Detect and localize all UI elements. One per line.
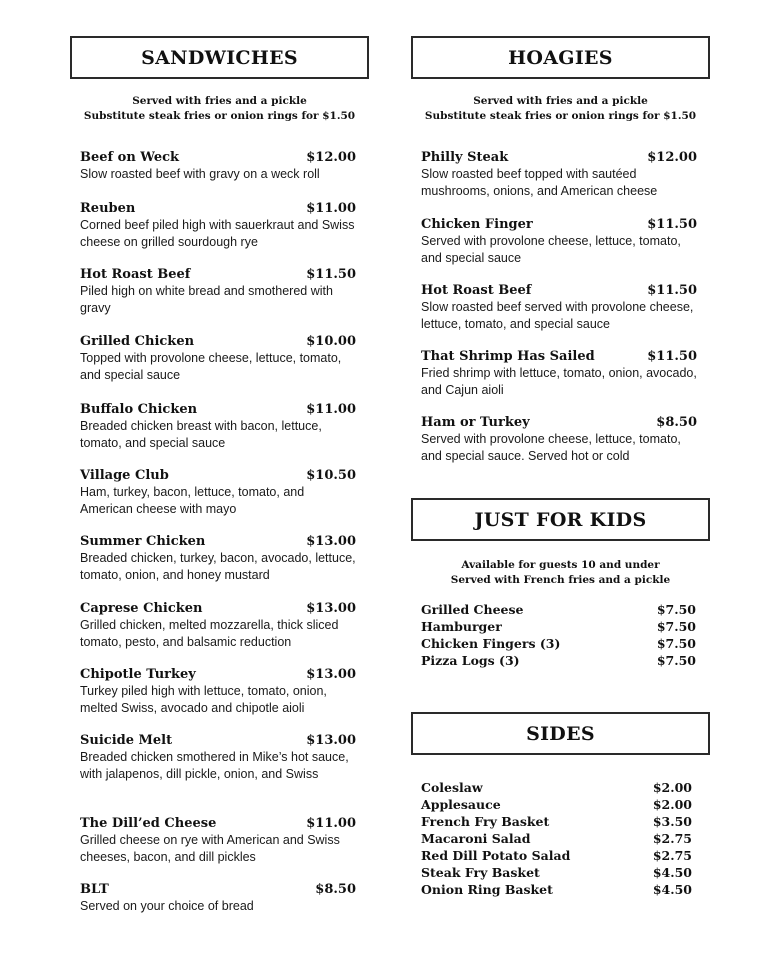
menu-item xyxy=(80,333,356,384)
kids-title: JUST FOR KIDS xyxy=(474,508,647,531)
item-description: Slow roasted beef with gravy on a weck roll xyxy=(80,167,320,181)
item-price: $13.00 xyxy=(306,534,356,549)
item-price: $2.00 xyxy=(652,780,692,795)
item-name: Macaroni Salad xyxy=(421,831,531,846)
list-item xyxy=(421,796,692,813)
item-name: Chicken Fingers (3) xyxy=(421,636,561,651)
item-name: Chicken Finger xyxy=(421,217,533,232)
item-name: Hot Roast Beef xyxy=(80,267,191,282)
menu-item xyxy=(80,200,356,251)
item-description: Turkey piled high with lettuce, tomato, onion, melted Swiss, avocado and chipotle aioli xyxy=(80,684,327,715)
menu-item xyxy=(80,815,356,866)
list-item xyxy=(421,618,696,635)
item-price: $2.75 xyxy=(652,848,692,863)
menu-item xyxy=(80,533,356,584)
menu-item xyxy=(80,149,356,183)
item-name: Caprese Chicken xyxy=(80,601,203,616)
item-name: That Shrimp Has Sailed xyxy=(421,349,595,364)
item-name: Chipotle Turkey xyxy=(80,667,196,682)
item-name: Summer Chicken xyxy=(80,534,206,549)
item-description: Breaded chicken breast with bacon, lettuce, tomato, and special sauce xyxy=(80,419,322,450)
item-name: Red Dill Potato Salad xyxy=(421,848,571,863)
list-item xyxy=(421,652,696,669)
item-price: $4.50 xyxy=(652,882,692,897)
sandwiches-header xyxy=(70,36,369,79)
item-price: $4.50 xyxy=(652,865,692,880)
item-price: $13.00 xyxy=(306,733,356,748)
list-item xyxy=(421,635,696,652)
menu-item xyxy=(80,401,356,452)
item-description: Served with provolone cheese, lettuce, tomato, and special sauce xyxy=(421,234,681,265)
item-price: $12.00 xyxy=(306,150,356,165)
item-name: Hamburger xyxy=(421,619,502,634)
item-description: Served with provolone cheese, lettuce, tomato, and special sauce. Served hot or cold xyxy=(421,432,681,463)
item-price: $13.00 xyxy=(306,667,356,682)
menu-item xyxy=(421,216,697,267)
item-description: Grilled chicken, melted mozzarella, thick sliced tomato, pesto, and balsamic reduction xyxy=(80,618,339,649)
item-name: BLT xyxy=(80,882,109,897)
item-name: The Dill’ed Cheese xyxy=(80,816,217,831)
sandwiches-note-line2: Substitute steak fries or onion rings for $1.50 xyxy=(83,110,356,122)
item-price: $10.00 xyxy=(306,334,356,349)
item-description: Served on your choice of bread xyxy=(80,899,254,913)
menu-item xyxy=(421,149,697,200)
item-price: $3.50 xyxy=(652,814,692,829)
item-price: $11.00 xyxy=(306,402,356,417)
item-name: Suicide Melt xyxy=(80,733,173,748)
list-item xyxy=(421,881,692,898)
item-description: Grilled cheese on rye with American and Swiss cheeses, bacon, and dill pickles xyxy=(80,833,340,864)
menu-item xyxy=(421,414,697,465)
item-name: Onion Ring Basket xyxy=(421,882,553,897)
item-price: $8.50 xyxy=(315,882,356,897)
kids-note-line1: Available for guests 10 and under xyxy=(461,559,660,571)
kids-list xyxy=(421,601,696,669)
item-name: Applesauce xyxy=(421,797,501,812)
menu-item xyxy=(80,666,356,717)
list-item xyxy=(421,601,696,618)
sandwiches-note-line1: Served with fries and a pickle xyxy=(132,95,307,107)
item-price: $11.50 xyxy=(647,217,697,232)
item-price: $7.50 xyxy=(656,653,696,668)
hoagies-note-line1: Served with fries and a pickle xyxy=(473,95,648,107)
hoagies-note xyxy=(411,94,710,124)
item-price: $7.50 xyxy=(656,636,696,651)
item-price: $11.00 xyxy=(306,201,356,216)
hoagies-note-line2: Substitute steak fries or onion rings for $1.50 xyxy=(424,110,697,122)
item-name: French Fry Basket xyxy=(421,814,550,829)
item-name: Beef on Weck xyxy=(80,150,180,165)
item-price: $2.00 xyxy=(652,797,692,812)
item-description: Slow roasted beef topped with sautéed mushrooms, onions, and American cheese xyxy=(421,167,658,198)
item-price: $11.50 xyxy=(306,267,356,282)
item-name: Grilled Cheese xyxy=(421,602,524,617)
item-name: Coleslaw xyxy=(421,780,483,795)
menu-item xyxy=(421,282,697,333)
item-description: Breaded chicken, turkey, bacon, avocado, lettuce, tomato, onion, and honey mustard xyxy=(80,551,356,582)
sides-header xyxy=(411,712,710,755)
item-price: $7.50 xyxy=(656,619,696,634)
list-item xyxy=(421,864,692,881)
item-price: $13.00 xyxy=(306,601,356,616)
sides-title: SIDES xyxy=(526,722,595,745)
menu-item xyxy=(80,600,356,651)
item-description: Corned beef piled high with sauerkraut and Swiss cheese on grilled sourdough rye xyxy=(80,218,355,249)
item-description: Fried shrimp with lettuce, tomato, onion, avocado, and Cajun aioli xyxy=(421,366,697,397)
menu-item xyxy=(80,732,356,783)
item-name: Reuben xyxy=(80,201,136,216)
item-price: $7.50 xyxy=(656,602,696,617)
list-item xyxy=(421,779,692,796)
kids-note xyxy=(411,558,710,588)
menu-item xyxy=(80,266,356,317)
item-name: Village Club xyxy=(80,468,169,483)
item-price: $11.00 xyxy=(306,816,356,831)
item-description: Piled high on white bread and smothered with gravy xyxy=(80,284,333,315)
item-description: Slow roasted beef served with provolone cheese, lettuce, tomato, and special sauce xyxy=(421,300,694,331)
sandwiches-title: SANDWICHES xyxy=(141,46,298,69)
item-name: Pizza Logs (3) xyxy=(421,653,520,668)
item-price: $11.50 xyxy=(647,349,697,364)
item-price: $11.50 xyxy=(647,283,697,298)
menu-item xyxy=(80,467,356,518)
sides-list xyxy=(421,779,692,898)
hoagies-title: HOAGIES xyxy=(508,46,613,69)
hoagies-header xyxy=(411,36,710,79)
item-name: Steak Fry Basket xyxy=(421,865,540,880)
menu-item xyxy=(421,348,697,399)
item-name: Grilled Chicken xyxy=(80,334,195,349)
kids-header xyxy=(411,498,710,541)
item-name: Philly Steak xyxy=(421,150,509,165)
item-price: $10.50 xyxy=(306,468,356,483)
item-description: Breaded chicken smothered in Mike’s hot sauce, with jalapenos, dill pickle, onion, and Swiss xyxy=(80,750,349,781)
item-name: Hot Roast Beef xyxy=(421,283,532,298)
list-item xyxy=(421,813,692,830)
item-name: Buffalo Chicken xyxy=(80,402,198,417)
sandwiches-note xyxy=(70,94,369,124)
kids-note-line2: Served with French fries and a pickle xyxy=(450,574,671,586)
item-name: Ham or Turkey xyxy=(421,415,530,430)
list-item xyxy=(421,847,692,864)
menu-item xyxy=(80,881,356,915)
item-price: $2.75 xyxy=(652,831,692,846)
item-price: $12.00 xyxy=(647,150,697,165)
list-item xyxy=(421,830,692,847)
item-description: Topped with provolone cheese, lettuce, tomato, and special sauce xyxy=(80,351,342,382)
item-price: $8.50 xyxy=(656,415,697,430)
item-description: Ham, turkey, bacon, lettuce, tomato, and American cheese with mayo xyxy=(80,485,305,516)
